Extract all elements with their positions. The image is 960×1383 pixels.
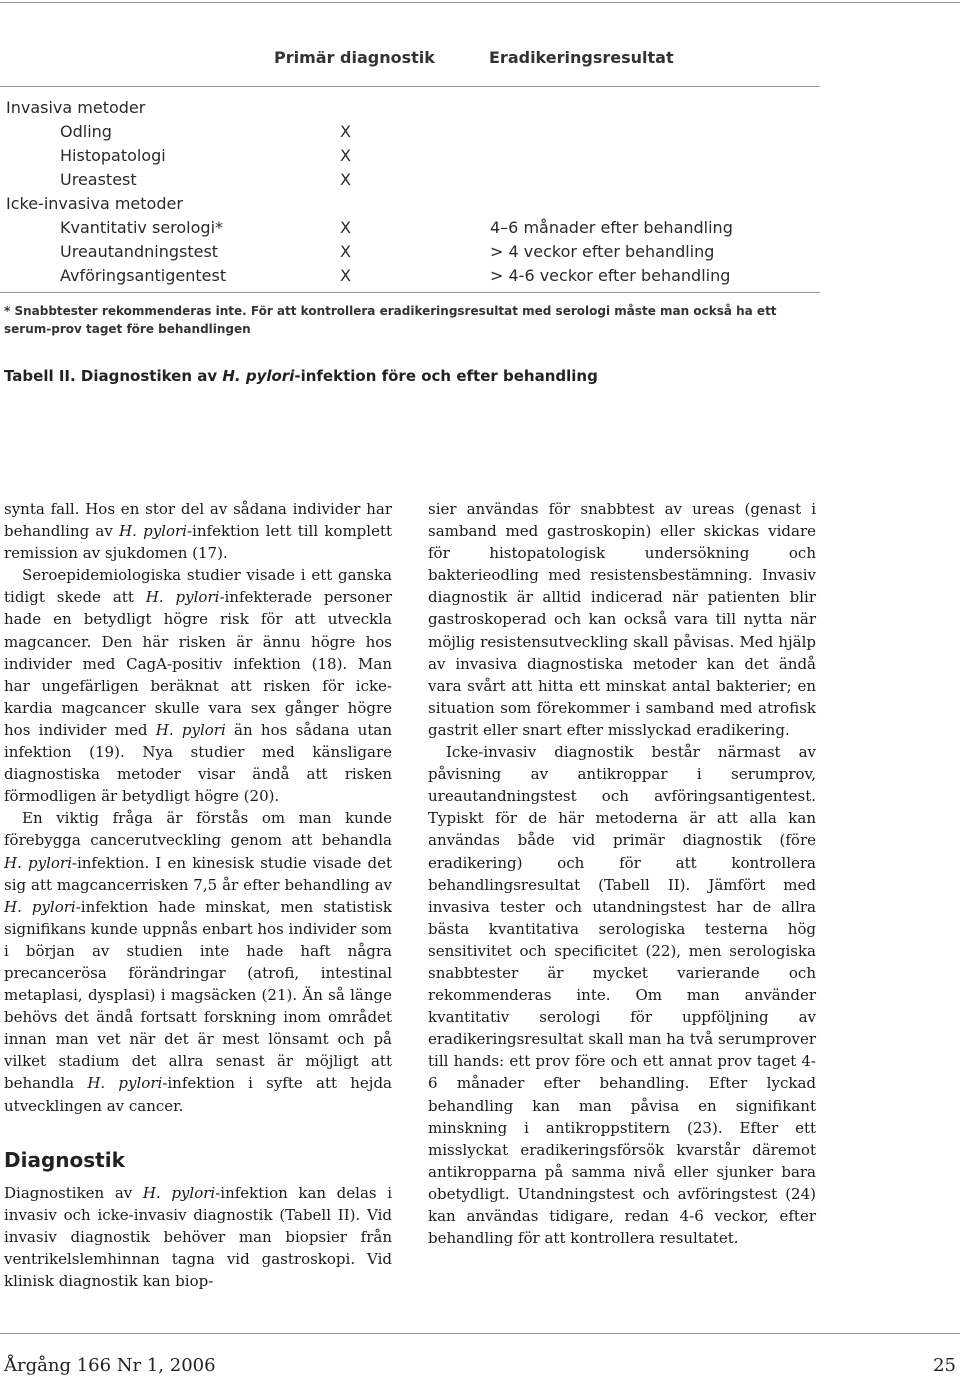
- table-row: [0, 144, 820, 168]
- body-column-right: [428, 498, 816, 1249]
- row-method: Avföringsantigentest: [60, 266, 227, 285]
- table-row: [0, 240, 820, 264]
- table-row: [0, 264, 820, 288]
- text-run-italic: H. pylori: [4, 853, 72, 872]
- paragraph: [4, 1182, 392, 1292]
- row-method: Odling: [60, 122, 112, 141]
- row-method: Ureastest: [60, 170, 137, 189]
- row-method-group: Invasiva metoder: [6, 98, 146, 117]
- row-eradication: > 4 veckor efter behandling: [490, 242, 715, 261]
- row-primary-mark: X: [340, 146, 351, 165]
- text-run-italic: H. pylori: [155, 720, 226, 739]
- page-number: 25: [933, 1355, 956, 1376]
- paragraph: [4, 807, 392, 1116]
- table-row: [0, 168, 820, 192]
- row-primary-mark: X: [340, 266, 351, 285]
- text-run: -infektion i syfte att hejda utvecklingen av cancer.: [4, 1074, 392, 1115]
- text-run: synta fall. Hos en stor del av sådana individer har behandling av: [4, 500, 392, 541]
- table-header-eradication: Eradikeringsresultat: [489, 48, 674, 67]
- top-rule: [0, 2, 960, 3]
- footer-rule: [0, 1333, 960, 1334]
- text-run-italic: H. pylori: [119, 522, 187, 541]
- section-heading: Diagnostik: [4, 1148, 125, 1172]
- row-primary-mark: X: [340, 242, 351, 261]
- text-run-italic: H. pylori: [142, 1184, 216, 1202]
- text-run: -infekterade personer hade en betydligt högre risk för att utveckla magcancer. Den här risken är ännu högre hos individer med CagA-positiv infektion (18). Man har ungefärligen beräknat att risken för icke-kardia magcancer skulle vara sex gånger högre hos individer med: [4, 588, 392, 739]
- paragraph: sier användas för snabbtest av ureas (genast i samband med gastroskopin) eller skickas vidare för histopatologisk undersökning och bakterieodling med resistensbestämning. Invasiv diagnostik är alltid indicerad när patienten blir gastroskoperad och kan också vara till nytta när möjlig resistensutveckling skall påvisas. Med hjälp av invasiva diagnostiska metoder kan det ändå vara svårt att hitta ett minskat antal bakterier; en situation som förekommer i samband med atrofisk gastrit eller snart efter misslyckad eradikering.: [428, 500, 816, 739]
- text-run: -infektion kan delas i invasiv och icke-invasiv diagnostik (Tabell II). Vid invasiv diagnostik behöver man biopsier från ventrikelslemhinnan tagna vid gastroskopi. Vid klinisk diagnostik kan biop-: [4, 1184, 392, 1291]
- table-row: [0, 120, 820, 144]
- paragraph: [4, 564, 392, 807]
- text-run: -infektion hade minskat, men statistisk signifikans kunde uppnås enbart hos individer som i början av studien inte hade haft några precancerösa förändringar (atrofi, intestinal metaplasi, dysplasi) i magsäcken (21). Än så länge behövs det ändå fortsatt forskning inom området innan man vet när det är mest lönsamt och på vilket stadium det allra senast är möjligt att behandla: [4, 897, 393, 1093]
- table-header-rule: [0, 86, 820, 87]
- text-run: -infektion lett till komplett remission av sjukdomen (17).: [4, 522, 392, 563]
- text-run: än hos sådana utan infektion (19). Nya studier med känsligare diagnostiska metoder visar ändå att risken förmodligen är betydligt högre (20).: [4, 720, 392, 806]
- row-primary-mark: X: [340, 170, 351, 189]
- row-method: Kvantitativ serologi*: [60, 218, 224, 237]
- table-row: [0, 192, 820, 216]
- body-column-left-continued: [4, 1182, 392, 1292]
- paragraph: [4, 498, 392, 564]
- table-row: [0, 96, 820, 120]
- table-footnote: * Snabbtester rekommenderas inte. För att kontrollera eradikeringsresultat med serologi måste man också ha ett serum-prov taget före behandlingen: [4, 304, 777, 336]
- row-method: Histopatologi: [60, 146, 166, 165]
- row-eradication: 4–6 månader efter behandling: [490, 218, 733, 237]
- body-column-left: [4, 498, 392, 1117]
- text-run: -infektion. I en kinesisk studie visade det sig att magcancerrisken 7,5 år efter behandling av: [4, 853, 392, 894]
- table-header-primary: Primär diagnostik: [274, 48, 435, 67]
- row-method-group: Icke-invasiva metoder: [6, 194, 183, 213]
- row-primary-mark: X: [340, 122, 351, 141]
- text-run: En viktig fråga är förstås om man kunde förebygga cancerutveckling genom att behandla: [4, 809, 392, 850]
- caption-italic: H. pylori: [222, 367, 295, 385]
- text-run-italic: H. pylori: [145, 588, 220, 607]
- caption-prefix: Tabell II. Diagnostiken av: [4, 367, 223, 385]
- paragraph: Icke-invasiv diagnostik består närmast av påvisning av antikroppar i serumprov, ureautandningstest och avföringsantigentest. Typiskt för de här metoderna är att alla kan användas både vid primär diagnostik (före eradikering) och för att kontrollera behandlingsresultat (Tabell II). Jämfört med invasiva tester och utandningstest har de allra bästa kvantitativa serologiska testerna hög sensitivitet och specificitet (22), men serologiska snabbtester är mycket varierande och rekommenderas inte. Om man använder kvantitativ serologi för uppföljning av eradikeringsresultat skall man ha två serumprover till hands: ett prov före och ett annat prov taget 4-6 månader efter behandling. Efter lyckad behandling kan man påvisa en signifikant minskning i antikroppstitern (23). Efter ett misslyckat eradikeringsförsök kvarstår däremot antikropparna på samma nivå eller sjunker bara obetydligt. Utandningstest och avföringstest (24) kan användas tidigare, redan 4-6 veckor, efter behandling för att kontrollera resultatet.: [428, 743, 816, 1248]
- table-bottom-rule: [0, 292, 820, 293]
- caption-suffix: -infektion före och efter behandling: [294, 367, 598, 385]
- text-run: Diagnostiken av: [4, 1184, 143, 1202]
- text-run-italic: H. pylori: [87, 1074, 163, 1093]
- text-run-italic: H. pylori: [4, 897, 76, 916]
- text-run: Seroepidemiologiska studier visade i ett ganska tidigt skede att: [4, 566, 392, 607]
- row-primary-mark: X: [340, 218, 351, 237]
- row-eradication: > 4-6 veckor efter behandling: [490, 266, 731, 285]
- row-method: Ureautandningstest: [60, 242, 219, 261]
- issue-info: Årgång 166 Nr 1, 2006: [4, 1355, 216, 1376]
- table-caption: [4, 367, 598, 385]
- table-row: [0, 216, 820, 240]
